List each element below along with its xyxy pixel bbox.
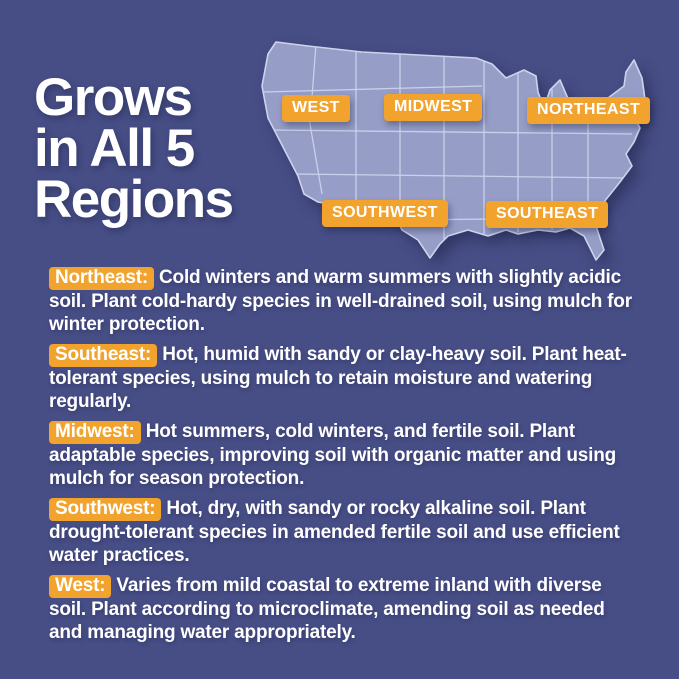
region-label-west: West: bbox=[49, 575, 111, 598]
map-label-midwest: MIDWEST bbox=[384, 94, 482, 121]
region-descriptions bbox=[49, 266, 635, 651]
region-label-northeast: Northeast: bbox=[49, 267, 154, 290]
title-line-3: Regions bbox=[34, 170, 233, 229]
title-line-1: Grows bbox=[34, 68, 192, 127]
region-label-southwest: Southwest: bbox=[49, 498, 161, 521]
us-map bbox=[252, 34, 648, 266]
region-text-west: Varies from mild coastal to extreme inland with diverse soil. Plant according to microclimate, amending soil as needed and managing water appropriately. bbox=[49, 575, 605, 643]
region-text-northeast: Cold winters and warm summers with slightly acidic soil. Plant cold-hardy species in well-drained soil, using mulch for winter protection. bbox=[49, 267, 632, 335]
title-line-2: in All 5 bbox=[34, 119, 194, 178]
region-paragraph-southwest bbox=[49, 497, 635, 567]
map-label-southeast: SOUTHEAST bbox=[486, 201, 608, 228]
region-text-southwest: Hot, dry, with sandy or rocky alkaline soil. Plant drought-tolerant species in amended fertile soil and use efficient water practices. bbox=[49, 498, 620, 566]
region-label-midwest: Midwest: bbox=[49, 421, 141, 444]
region-paragraph-midwest bbox=[49, 420, 635, 490]
region-label-southeast: Southeast: bbox=[49, 344, 157, 367]
map-label-northeast: NORTHEAST bbox=[527, 97, 650, 124]
region-text-midwest: Hot summers, cold winters, and fertile soil. Plant adaptable species, improving soil with organic matter and using mulch for season protection. bbox=[49, 421, 617, 489]
map-label-southwest: SOUTHWEST bbox=[322, 200, 448, 227]
region-paragraph-southeast bbox=[49, 343, 635, 413]
region-text-southeast: Hot, humid with sandy or clay-heavy soil. Plant heat-tolerant species, using mulch to retain moisture and watering regularly. bbox=[49, 344, 627, 412]
region-paragraph-west bbox=[49, 574, 635, 644]
map-label-west: WEST bbox=[282, 95, 350, 122]
region-paragraph-northeast bbox=[49, 266, 635, 336]
page-title bbox=[34, 68, 233, 229]
